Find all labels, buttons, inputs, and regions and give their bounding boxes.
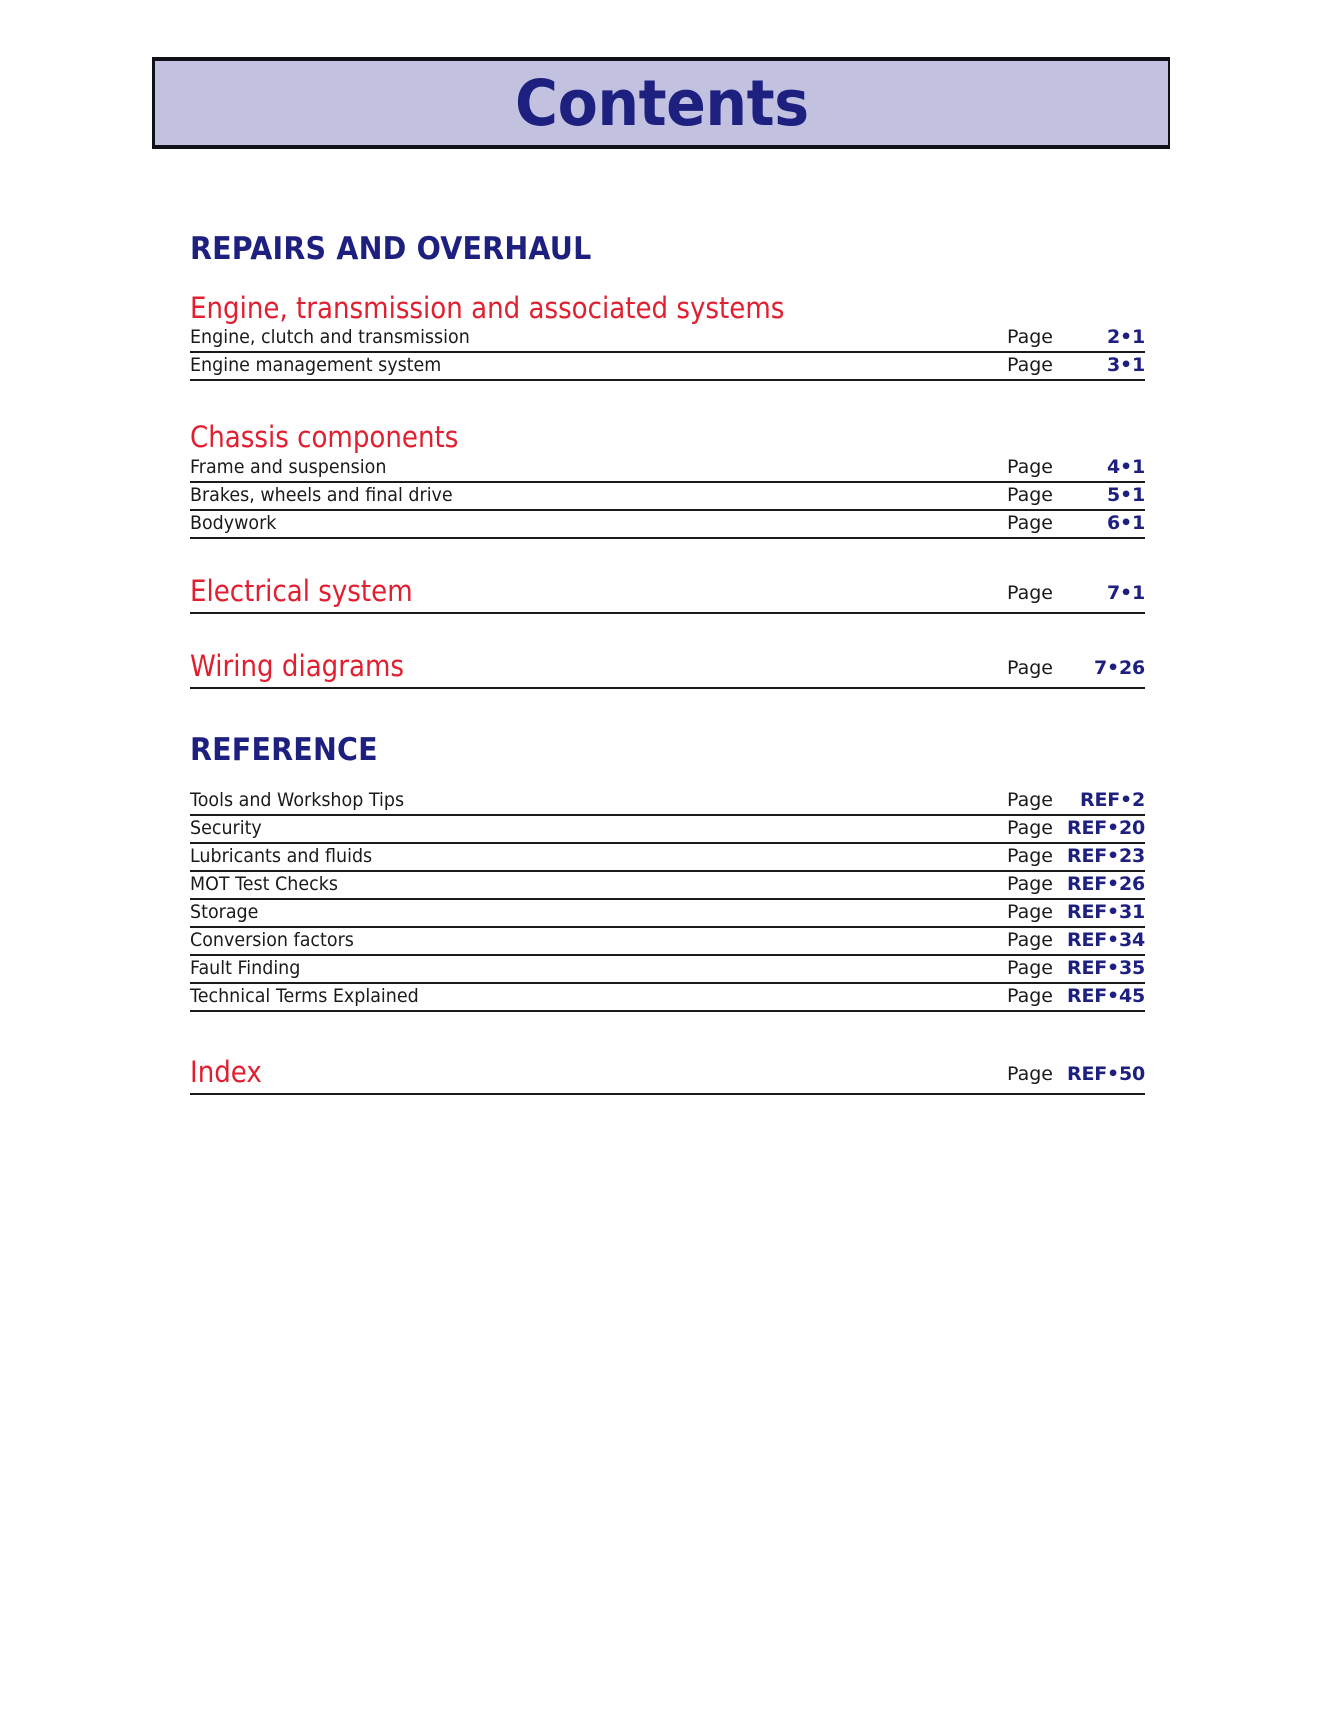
row-page-number: 7•1 (1107, 582, 1145, 605)
row-page-number: 7•26 (1093, 657, 1145, 680)
contents-banner (152, 57, 1170, 149)
table-row[interactable] (190, 816, 1145, 844)
row-label: Fault Finding (190, 956, 301, 979)
group-chassis-components (190, 421, 1145, 538)
row-label: Lubricants and fluids (190, 844, 373, 867)
row-page-number: 2•1 (1107, 326, 1145, 349)
row-page-word: Page (1007, 1062, 1053, 1085)
row-page-word: Page (1007, 788, 1053, 811)
row-page-word: Page (1007, 984, 1053, 1007)
table-row[interactable] (190, 455, 1145, 483)
row-page-number: 6•1 (1107, 511, 1145, 534)
row-page-word: Page (1007, 483, 1053, 506)
entry-index[interactable] (190, 1056, 1145, 1095)
row-page-word: Page (1007, 872, 1053, 895)
table-row[interactable] (190, 872, 1145, 900)
table-row[interactable] (190, 788, 1145, 816)
row-page-word: Page (1007, 816, 1053, 839)
row-label: Engine management system (190, 354, 442, 377)
row-page-number: REF•35 (1067, 956, 1145, 979)
entry-electrical-system[interactable] (190, 575, 1145, 614)
row-page-word: Page (1007, 956, 1053, 979)
row-page-word: Page (1007, 844, 1053, 867)
row-page-number: 5•1 (1107, 483, 1145, 506)
table-row[interactable] (190, 353, 1145, 381)
table-row[interactable] (190, 928, 1145, 956)
entry-title: Electrical system (190, 573, 413, 608)
group-title-chassis-components: Chassis components (190, 420, 459, 455)
entry-title: Wiring diagrams (190, 649, 405, 684)
contents-body (190, 232, 1145, 1095)
row-page-number: REF•31 (1067, 900, 1145, 923)
page-title: Contents (514, 66, 809, 140)
row-page-word: Page (1007, 511, 1053, 534)
row-label: Tools and Workshop Tips (190, 788, 405, 811)
table-row[interactable] (190, 483, 1145, 511)
row-page-number: REF•50 (1067, 1062, 1145, 1085)
row-page-word: Page (1007, 326, 1053, 349)
row-page-number: REF•45 (1067, 984, 1145, 1007)
entry-wiring-diagrams[interactable] (190, 650, 1145, 689)
table-row[interactable] (190, 984, 1145, 1012)
row-label: Bodywork (190, 511, 277, 534)
row-page-word: Page (1007, 354, 1053, 377)
table-row[interactable] (190, 511, 1145, 539)
group-reference-entries (190, 788, 1145, 1012)
section-heading-repairs-and-overhaul: REPAIRS AND OVERHAUL (190, 231, 592, 267)
row-label: Security (190, 816, 262, 839)
section-heading-reference: REFERENCE (190, 732, 378, 769)
row-label: MOT Test Checks (190, 872, 338, 895)
row-label: Technical Terms Explained (190, 984, 419, 1007)
row-label: Engine, clutch and transmission (190, 326, 470, 349)
row-page-number: REF•34 (1067, 928, 1145, 951)
table-row[interactable] (190, 325, 1145, 353)
row-page-number: REF•20 (1067, 816, 1145, 839)
row-page-number: REF•23 (1067, 844, 1145, 867)
group-title-engine-transmission: Engine, transmission and associated systems (190, 291, 785, 326)
table-row[interactable] (190, 900, 1145, 928)
table-row[interactable] (190, 844, 1145, 872)
table-row[interactable] (190, 956, 1145, 984)
row-label: Frame and suspension (190, 455, 387, 478)
row-page-word: Page (1007, 657, 1053, 680)
entry-title: Index (190, 1054, 262, 1089)
row-page-number: REF•26 (1067, 872, 1145, 895)
row-page-word: Page (1007, 455, 1053, 478)
row-label: Conversion factors (190, 928, 354, 951)
row-label: Brakes, wheels and final drive (190, 483, 453, 506)
row-page-word: Page (1007, 900, 1053, 923)
row-page-number: REF•2 (1080, 788, 1145, 811)
row-page-number: 4•1 (1107, 455, 1145, 478)
row-label: Storage (190, 900, 259, 923)
row-page-word: Page (1007, 928, 1053, 951)
row-page-word: Page (1007, 582, 1053, 605)
row-page-number: 3•1 (1107, 354, 1145, 377)
group-engine-transmission-and-associated-systems (190, 292, 1145, 381)
